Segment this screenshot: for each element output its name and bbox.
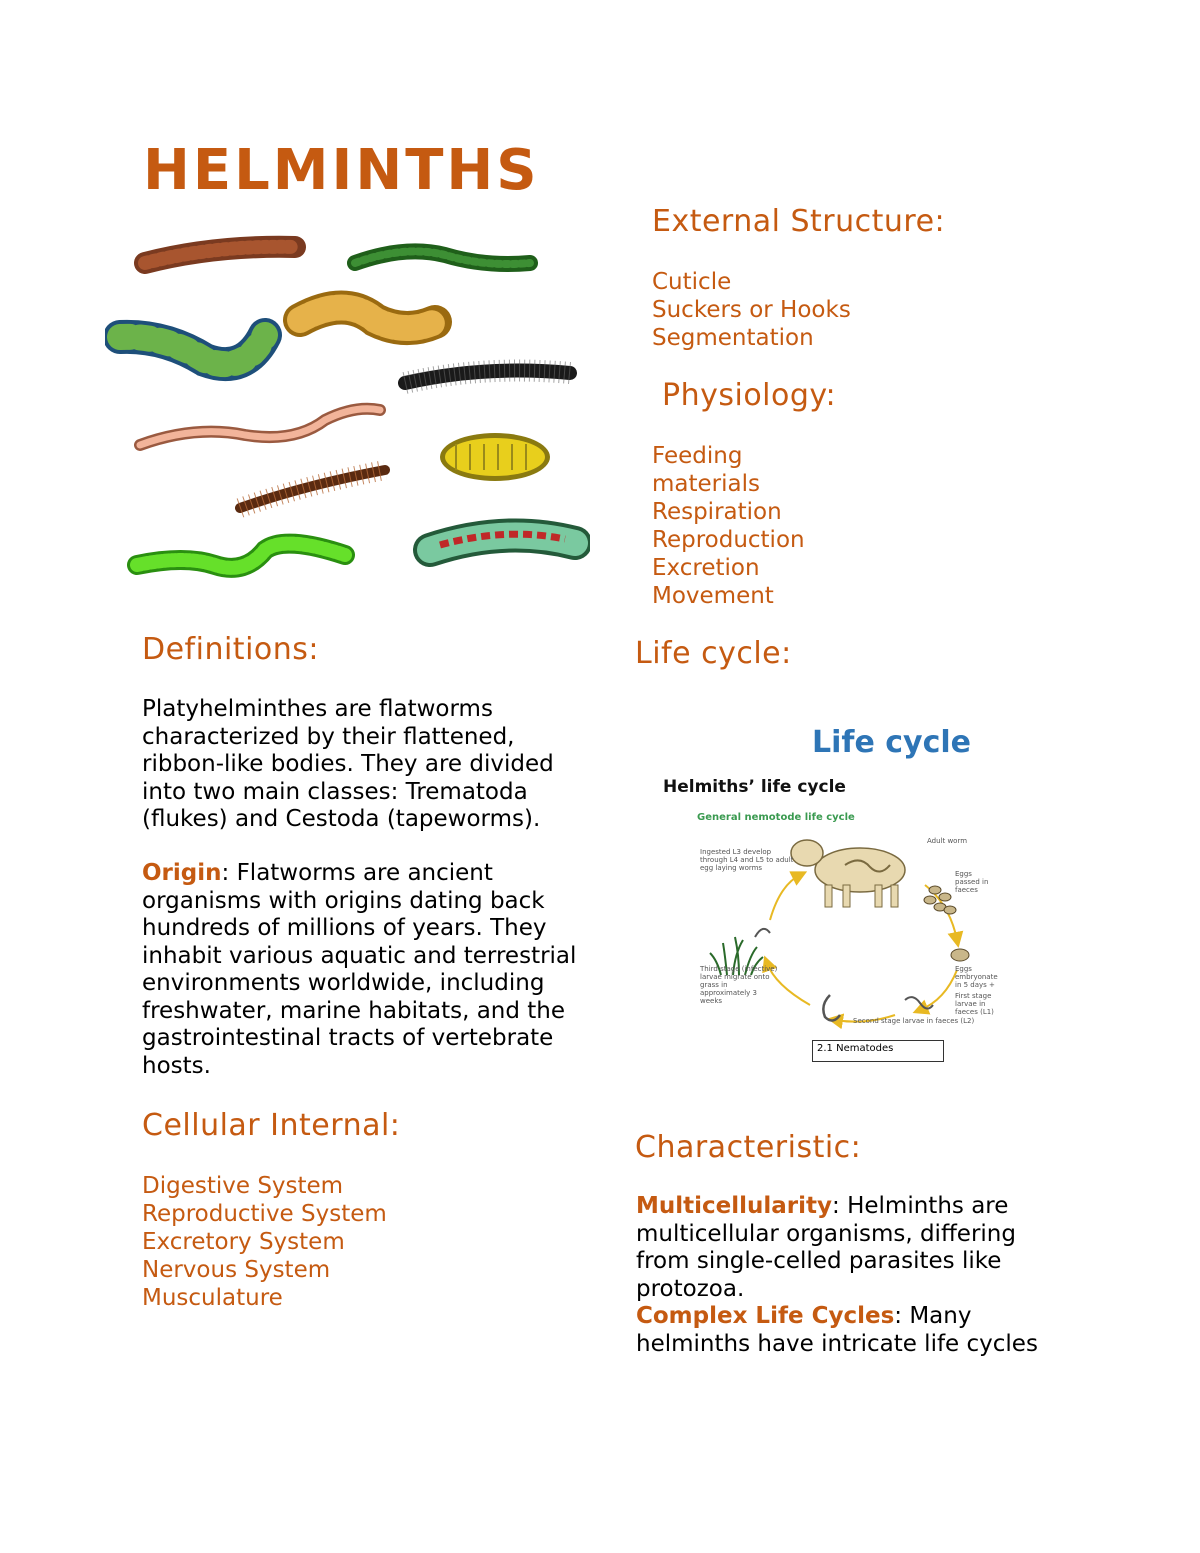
label-first-stage: First stage larvae in faeces (L1) bbox=[955, 992, 994, 1016]
list-item: Excretory System bbox=[142, 1229, 345, 1255]
first-stage-larva-icon bbox=[905, 997, 933, 1008]
diagram-caption: 2.1 Nematodes bbox=[812, 1040, 944, 1062]
list-item: Excretion bbox=[652, 555, 760, 581]
cellular-internal-list bbox=[142, 1172, 387, 1312]
worms-illustration bbox=[105, 225, 590, 610]
blue-green-worm bbox=[120, 335, 265, 364]
life-cycle-image-subtitle: Helmiths’ life cycle bbox=[663, 777, 846, 797]
life-cycle-image-title: Life cycle bbox=[812, 725, 971, 760]
brown-centipede bbox=[240, 470, 385, 508]
bright-green-worm bbox=[137, 544, 345, 568]
origin-text: : Flatworms are ancient organisms with origins dating back hundreds of millions of years. They inhabit various aquatic and terrestrial environments worldwide, including freshwater, marine habitats, and the gastrointestinal tracts of vertebrate hosts. bbox=[142, 860, 577, 1079]
external-structure-list bbox=[652, 268, 851, 352]
list-item: Movement bbox=[652, 583, 774, 609]
life-cycle-heading: Life cycle: bbox=[635, 636, 792, 671]
black-worm bbox=[405, 371, 570, 383]
infective-larva-icon bbox=[755, 929, 770, 937]
list-item: Suckers or Hooks bbox=[652, 297, 851, 323]
label-second-stage: Second stage larvae in faeces (L2) bbox=[853, 1017, 975, 1025]
diagram-title: General nemotode life cycle bbox=[697, 812, 855, 823]
complex-life-cycles-text: : Many helminths have intricate life cycles bbox=[636, 1303, 1038, 1357]
origin-paragraph bbox=[142, 860, 582, 1080]
list-item: Reproduction bbox=[652, 527, 805, 553]
list-item: Feeding bbox=[652, 443, 743, 469]
complex-life-cycles-label: Complex Life Cycles bbox=[636, 1303, 895, 1329]
label-third-stage: Third stage (infective) larvae migrate onto grass in approximately 3 weeks bbox=[700, 965, 778, 1005]
label-embryonate: Eggs embryonate in 5 days + bbox=[955, 965, 998, 989]
yellow-worm bbox=[300, 308, 435, 329]
complex-life-cycles-paragraph bbox=[636, 1303, 1056, 1358]
definitions-paragraph: Platyhelminthes are flatworms characterized by their flattened, ribbon-like bodies. They are divided into two main classes: Trematoda (flukes) and Cestoda (tapeworms). bbox=[142, 696, 554, 832]
list-item: Cuticle bbox=[652, 269, 732, 295]
yellow-grub bbox=[440, 433, 550, 481]
definitions-heading: Definitions: bbox=[142, 632, 320, 667]
list-item: Digestive System bbox=[142, 1173, 344, 1199]
cellular-internal-heading: Cellular Internal: bbox=[142, 1108, 401, 1143]
sheep-icon bbox=[791, 840, 905, 907]
egg-embryonated-icon bbox=[951, 949, 969, 961]
physiology-heading: Physiology: bbox=[662, 378, 837, 413]
dark-green-worm bbox=[355, 251, 530, 264]
list-item: materials bbox=[652, 471, 760, 497]
brown-worm bbox=[145, 247, 295, 263]
page-title: HELMINTHS bbox=[143, 138, 540, 203]
characteristic-heading: Characteristic: bbox=[635, 1130, 862, 1165]
origin-label: Origin bbox=[142, 860, 222, 886]
multicellularity-paragraph bbox=[636, 1193, 1056, 1303]
label-adult: Adult worm bbox=[927, 837, 968, 845]
list-item: Nervous System bbox=[142, 1257, 331, 1283]
life-cycle-image bbox=[655, 710, 998, 1075]
external-structure-heading: External Structure: bbox=[652, 204, 946, 239]
physiology-list bbox=[652, 442, 805, 610]
red-green-grub bbox=[430, 534, 575, 550]
second-stage-larva-icon bbox=[823, 995, 840, 1021]
pink-worm bbox=[140, 409, 380, 445]
list-item: Reproductive System bbox=[142, 1201, 387, 1227]
list-item: Musculature bbox=[142, 1285, 283, 1311]
list-item: Respiration bbox=[652, 499, 782, 525]
multicellularity-text: : Helminths are multicellular organisms, differing from single-celled parasites like protozoa. bbox=[636, 1193, 1016, 1302]
list-item: Segmentation bbox=[652, 325, 814, 351]
label-eggs-passed: Eggs passed in faeces bbox=[955, 870, 989, 894]
multicellularity-label: Multicellularity bbox=[636, 1193, 833, 1219]
label-ingested: Ingested L3 develop through L4 and L5 to adult egg laying worms bbox=[700, 848, 794, 872]
